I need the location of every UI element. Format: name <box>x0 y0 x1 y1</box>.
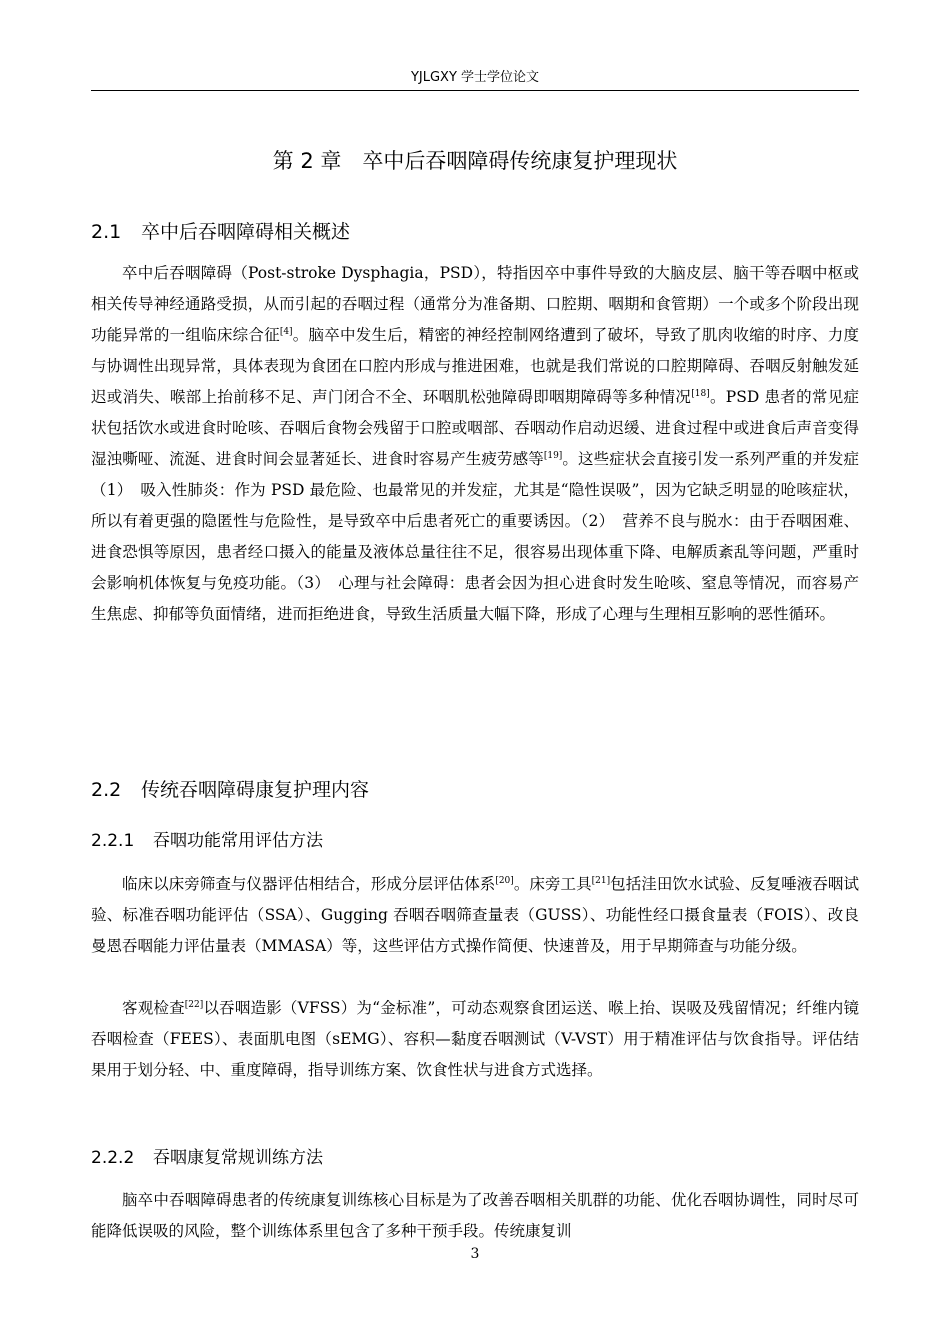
text-run: 卒中后吞咽障碍（Post-stroke Dysphagia，PSD），特指因卒中事件导致的大脑皮层、脑干等吞咽中枢或相关传导神经通路受损，从而引起的吞咽过程（通常分为准备期、口腔期、咽期和食管期）一个或多个阶段出现功能异常的一组临床综合征 <box>91 264 859 344</box>
section-number: 2.2 <box>91 779 122 801</box>
section-number: 2.2.1 <box>91 831 135 851</box>
citation: [20] <box>495 875 514 886</box>
section-heading-2-1 <box>91 218 859 246</box>
section-title: 吞咽康复常规训练方法 <box>153 1148 323 1168</box>
section-number: 2.2.2 <box>91 1148 135 1168</box>
citation: [22] <box>184 999 204 1010</box>
citation: [19] <box>543 450 563 461</box>
section-heading-2-2 <box>91 776 859 804</box>
citation: [4] <box>279 326 293 337</box>
paragraph-objective-exams <box>91 993 859 1086</box>
text-run: 包括洼田饮水试验、反复唾液吞咽试验、标准吞咽功能评估（SSA）、Gugging 吞咽吞咽筛查量表（GUSS）、功能性经口摄食量表（FOIS）、改良曼恩吞咽能力评估量表（MMASA）等，这些评估方式操作简便、快速普及，用于早期筛查与功能分级。 <box>91 875 859 955</box>
section-title: 传统吞咽障碍康复护理内容 <box>141 779 370 801</box>
paragraph-psd-overview <box>91 258 859 630</box>
text-run: 。床旁工具 <box>513 875 592 893</box>
text-run: 。脑卒中发生后，精密的神经控制网络遭到了破坏，导致了肌肉收缩的时序、力度与协调性出现异常，具体表现为食团在口腔内形成与推进困难，也就是我们常说的口腔期障碍、吞咽反射触发延迟或消失、喉部上抬前移不足、声门闭合不全、环咽肌松弛障碍即咽期障碍等多种情况 <box>91 326 859 406</box>
paragraph-training-methods: 脑卒中吞咽障碍患者的传统康复训练核心目标是为了改善吞咽相关肌群的功能、优化吞咽协调性，同时尽可能降低误吸的风险，整个训练体系里包含了多种干预手段。传统康复训 <box>91 1191 859 1240</box>
section-title: 卒中后吞咽障碍相关概述 <box>141 221 351 243</box>
citation: [21] <box>591 875 611 886</box>
text-run: 临床以床旁筛查与仪器评估相结合，形成分层评估体系 <box>122 875 496 893</box>
text-run: 客观检查 <box>122 999 185 1017</box>
text-run: 。这些症状会直接引发一系列严重的并发症（1） 吸入性肺炎：作为 PSD 最危险、也最常见的并发症，尤其是“隐性误吸”，因为它缺乏明显的呛咳症状，所以有着更强的隐匿性与危险性，是导致卒中后患者死亡的重要诱因。（2） 营养不良与脱水：由于吞咽困难、进食恐惧等原因，患者经口摄入的能量及液体总量往往不足，很容易出现体重下降、电解质紊乱等问题，严重时会影响机体恢复与免疫功能。（3） 心理与社会障碍：患者会因为担心进食时发生呛咳、窒息等情况，而容易产生焦虑、抑郁等负面情绪，进而拒绝进食，导致生活质量大幅下降，形成了心理与生理相互影响的恶性循环。 <box>91 450 859 623</box>
page-number: 3 <box>470 1246 480 1262</box>
section-heading-2-2-2 <box>91 1145 859 1171</box>
chapter-title: 第 2 章 卒中后吞咽障碍传统康复护理现状 <box>272 149 678 173</box>
text-run: 以吞咽造影（VFSS）为“金标准”，可动态观察食团运送、喉上抬、误吸及残留情况；纤维内镜吞咽检查（FEES）、表面肌电图（sEMG）、容积—黏度吞咽测试（V-VST）用于精准评估与饮食指导。评估结果用于划分轻、中、重度障碍，指导训练方案、饮食性状与进食方式选择。 <box>91 999 859 1079</box>
citation: [18] <box>691 388 710 399</box>
section-heading-2-2-1 <box>91 828 859 854</box>
paragraph-bedside-screening <box>91 869 859 962</box>
section-title: 吞咽功能常用评估方法 <box>153 831 323 851</box>
running-header: YJLGXY 学士学位论文 <box>91 66 859 91</box>
text-run: 。PSD 患者的常见症状包括饮水或进食时呛咳、吞咽后食物会残留于口腔或咽部、吞咽动作启动迟缓、进食过程中或进食后声音变得湿浊嘶哑、流涎、进食时间会显著延长、进食时容易产生疲劳感等 <box>91 388 859 468</box>
section-number: 2.1 <box>91 221 122 243</box>
